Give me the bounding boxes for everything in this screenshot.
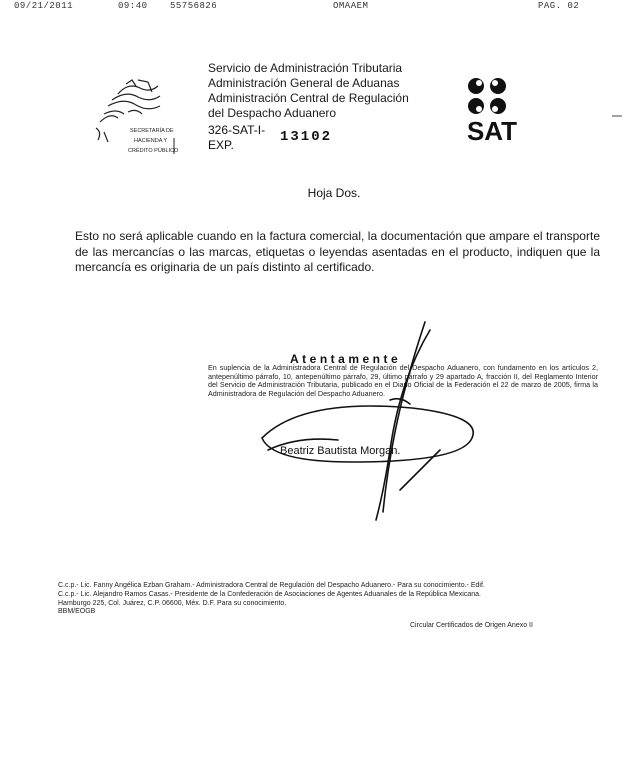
sat-logo-text: SAT (466, 116, 518, 146)
suplencia-paragraph: En suplencia de la Administradora Central de Regulación del Despacho Aduanero, con fundamento en los artículos 2, antepenúltimo párrafo, 10, antepenúltimo párrafo, 29, último párrafo y 29 apartado A, fracción II, del Reglamento Interior del Servicio de Administración Tributaria, publicado en el Diario Oficial de la Federación el 22 de marzo de 2005, firma la Administradora de Regulación del Despacho Aduanero. (208, 363, 598, 398)
fax-transmission-header (0, 0, 640, 14)
seal-text-2: HACIENDA Y (134, 138, 168, 144)
fax-phone: 55756826 (170, 1, 218, 11)
letterhead-line-3: Administración Central de Regulación (208, 91, 409, 105)
fax-date: 09/21/2011 (14, 1, 74, 11)
ccp-line-3: Hamburgo 225, Col. Juárez, C.P. 06600, Méx. D.F. Para su conocimiento. (58, 599, 287, 607)
ccp-initials: BBM/EOGB (58, 608, 96, 616)
shcp-seal-icon (78, 74, 188, 164)
fax-sender: OMAAEM (333, 1, 369, 11)
fax-time: 09:40 (118, 1, 148, 11)
signer-name: Beatriz Bautista Morgan. (280, 445, 401, 457)
margin-mark-icon (612, 112, 624, 120)
exp-label: EXP. (208, 138, 234, 152)
letterhead-address (208, 61, 428, 121)
sat-logo-icon (448, 72, 538, 152)
fax-page-number: PAG. 02 (538, 1, 580, 11)
handwritten-signature-icon (240, 300, 500, 530)
ccp-block (58, 582, 598, 617)
ccp-line-2: C.c.p.- Lic. Alejandro Ramos Casas.- Presidente de la Confederación de Asociaciones de Agentes Aduanales de la República Mexicana. (58, 590, 481, 598)
circular-footer: Circular Certificados de Origen Anexo II (410, 622, 533, 629)
letterhead-line-1: Servicio de Administración Tributaria (208, 61, 403, 75)
reference-code: 326-SAT-I- (208, 123, 266, 137)
seal-text-3: CRÉDITO PÚBLICO (128, 148, 179, 154)
seal-text-1: SECRETARÍA DE (130, 128, 174, 134)
reference-block (208, 123, 265, 153)
letterhead-line-2: Administración General de Aduanas (208, 76, 400, 90)
closing-salutation: Atentamente (290, 352, 402, 366)
page-indicator: Hoja Dos. (307, 186, 361, 200)
exp-number: 13102 (280, 129, 333, 145)
letterhead-line-4: del Despacho Aduanero (208, 106, 337, 120)
ccp-line-1: C.c.p.- Lic. Fanny Angélica Ezban Graham.- Administradora Central de Regulación del Despacho Aduanero.- Para su conocimiento.- Edif. (58, 582, 485, 589)
body-paragraph: Esto no será aplicable cuando en la factura comercial, la documentación que ampare el transporte de las mercancías o las marcas, etiquetas o leyendas asentadas en el producto, indiquen que la mercancía es originaria de un país distinto al certificado. (75, 229, 600, 274)
